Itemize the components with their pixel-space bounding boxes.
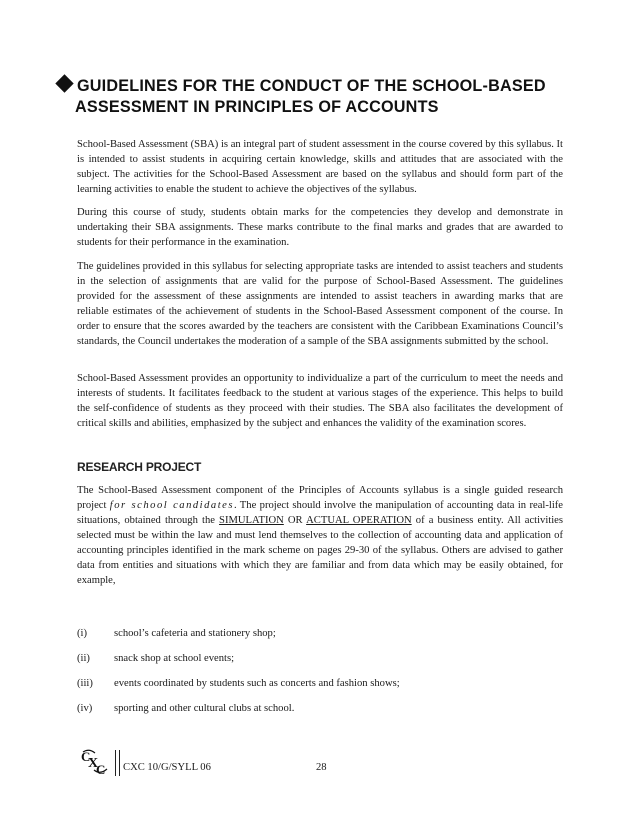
paragraph-guidelines — [77, 259, 563, 349]
text-run: The School-Based Assessment component of the Principles of Accounts syllabus is a single guided research project — [77, 485, 563, 511]
paragraph-course-marks — [77, 205, 563, 250]
text-run: OR — [283, 515, 307, 526]
paragraph-text: During this course of study, students obtain marks for the competencies they develop and demonstrate in undertaking their SBA assignments. These marks contribute to the final marks and grades that are awarded to students for their performance in the examination. — [77, 207, 563, 248]
footer-divider — [115, 750, 120, 776]
list-item-number: (ii) — [77, 653, 90, 664]
text-run: . The project should involve the manipulation of accounting data in real-life situations, obtained through the — [77, 500, 563, 526]
paragraph-text — [77, 483, 563, 588]
paragraph-text: School-Based Assessment provides an opportunity to individualize a part of the curriculum to meet the needs and interests of students. It facilitates feedback to the student at various stages of the experience. This helps to build the self-confidence of students as they proceed with their studies. The SBA also facilitates the development of critical skills and abilities, emphasized by the subject and enhances the validity of the examination scores. — [77, 373, 563, 429]
svg-text:C: C — [96, 762, 106, 776]
paragraph-research-project — [77, 483, 563, 588]
page-number: 28 — [316, 762, 327, 773]
diamond-bullet-icon — [55, 74, 73, 92]
cxc-logo-icon — [80, 748, 110, 776]
underlined-text-actual-operation: ACTUAL OPERATION — [306, 515, 412, 526]
underlined-text-simulation: SIMULATION — [219, 515, 284, 526]
page-title — [56, 76, 576, 118]
title-line-1: GUIDELINES FOR THE CONDUCT OF THE SCHOOL-BASED — [77, 77, 546, 95]
list-item-number: (i) — [77, 628, 87, 639]
paragraph-text: The guidelines provided in this syllabus for selecting appropriate tasks are intended to assist teachers and students in the selection of assignments that are valid for the purpose of School-Based Assessment. The guidelines provided for the assessment of these assignments are intended to assist teachers in awarding marks that are reliable estimates of the achievement of students in the School-Based Assessment component of the course. In order to ensure that the scores awarded by the teachers are consistent with the Caribbean Examinations Council’s standards, the Council undertakes the moderation of a sample of the SBA assignments submitted by the school. — [77, 261, 563, 347]
list-item-text: sporting and other cultural clubs at school. — [114, 703, 295, 714]
list-item-text: school’s cafeteria and stationery shop; — [114, 628, 276, 639]
paragraph-individualize — [77, 371, 563, 431]
svg-text:C: C — [81, 749, 91, 764]
list-item-number: (iv) — [77, 703, 93, 714]
svg-text:X: X — [88, 756, 99, 771]
paragraph-text: School-Based Assessment (SBA) is an integral part of student assessment in the course covered by this syllabus. It is intended to assist students in acquiring certain knowledge, skills and attitudes that are associated with the subject. The activities for the School-Based Assessment are based on the syllabus and should form part of the learning activities to enable the student to achieve the objectives of the syllabus. — [77, 139, 563, 195]
list-item-number: (iii) — [77, 678, 93, 689]
italic-text: for school candidates — [109, 500, 234, 511]
list-item-text: events coordinated by students such as concerts and fashion shows; — [114, 678, 400, 689]
syllabus-code: CXC 10/G/SYLL 06 — [123, 762, 211, 773]
text-run: of a business entity. All activities selected must be within the law and must lend themselves to the collection of accounting data and application of accounting principles identified in the mark scheme on pages 29-30 of the syllabus. Others are advised to gather data from entities and situations with which they are familiar and from data which may be easily obtained, for example, — [77, 515, 563, 586]
section-heading-research-project: RESEARCH PROJECT — [77, 460, 202, 474]
paragraph-sba-intro — [77, 137, 563, 197]
title-line-2: ASSESSMENT IN PRINCIPLES OF ACCOUNTS — [75, 98, 439, 116]
list-item-text: snack shop at school events; — [114, 653, 235, 664]
page-footer — [80, 748, 380, 778]
